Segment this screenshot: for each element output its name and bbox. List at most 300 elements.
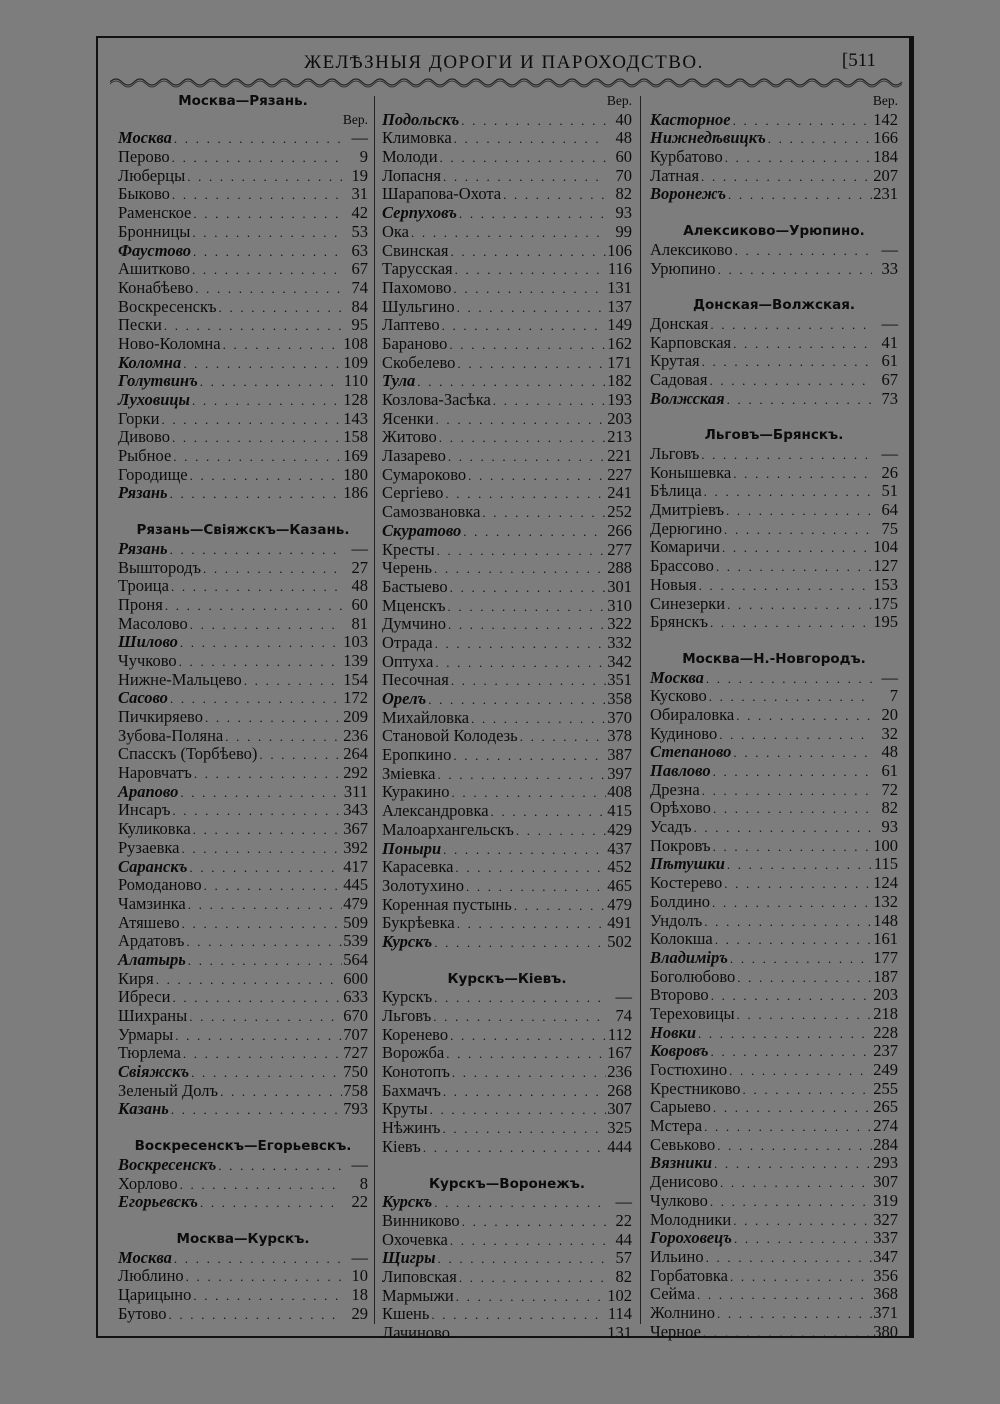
section-gap xyxy=(118,1119,368,1137)
wavy-rule xyxy=(110,76,905,88)
dot-leader xyxy=(189,1064,342,1083)
dot-leader xyxy=(186,952,342,971)
station-distance: 64 xyxy=(881,500,898,520)
dot-leader xyxy=(711,763,872,782)
station-name: Мармыжи xyxy=(382,1285,454,1305)
dot-leader xyxy=(441,841,606,860)
station-row xyxy=(650,1173,898,1192)
station-row xyxy=(650,501,898,520)
station-name: Курбатово xyxy=(650,147,723,167)
dot-leader xyxy=(218,1083,342,1102)
station-row xyxy=(650,315,898,334)
station-row xyxy=(382,148,632,167)
station-name: Коренная пустынь xyxy=(382,894,512,914)
dot-leader xyxy=(191,821,342,840)
section-title: Москва—Н.-Новгородъ. xyxy=(682,650,866,667)
station-row xyxy=(382,129,632,148)
station-row xyxy=(382,185,632,204)
station-name: Горки xyxy=(118,408,160,428)
station-distance: 7 xyxy=(889,686,898,706)
station-distance: 633 xyxy=(343,987,368,1007)
dot-leader xyxy=(172,1250,342,1269)
station-distance: 347 xyxy=(873,1246,898,1266)
dot-leader xyxy=(453,859,606,878)
dot-leader xyxy=(181,1045,342,1064)
dot-leader xyxy=(179,840,342,859)
station-name: Шихраны xyxy=(118,1006,188,1025)
dot-leader xyxy=(437,429,606,448)
station-row xyxy=(118,167,368,186)
station-distance: 33 xyxy=(881,258,898,278)
station-row xyxy=(650,725,898,744)
station-distance: 72 xyxy=(881,779,898,799)
dot-leader xyxy=(444,1045,606,1064)
dot-leader xyxy=(466,467,606,486)
station-name: Москва xyxy=(118,1247,172,1267)
station-row xyxy=(650,874,898,893)
station-name: Наровчатъ xyxy=(118,763,192,783)
station-distance: 100 xyxy=(873,835,898,855)
station-name: Еропкино xyxy=(382,745,452,765)
station-name: Льговъ xyxy=(650,444,700,463)
station-row xyxy=(118,801,368,820)
station-name: Саранскъ xyxy=(118,856,188,876)
dot-leader xyxy=(198,373,342,392)
dot-leader xyxy=(203,709,342,728)
station-row xyxy=(118,1044,368,1063)
station-name: Гостюхино xyxy=(650,1060,728,1079)
station-name: Молодники xyxy=(650,1209,732,1229)
dot-leader xyxy=(731,335,872,354)
station-name: Круты xyxy=(382,1099,428,1119)
dot-leader xyxy=(459,112,606,131)
station-distance: 22 xyxy=(351,1192,368,1212)
station-distance: 95 xyxy=(351,315,368,335)
station-distance: 301 xyxy=(607,576,632,596)
station-name: Городище xyxy=(118,464,188,484)
station-name: Дивово xyxy=(118,427,170,447)
station-row xyxy=(382,1249,632,1268)
station-row xyxy=(650,241,898,260)
station-row xyxy=(382,1119,632,1138)
station-name: Бахмачъ xyxy=(382,1080,441,1100)
station-distance: 153 xyxy=(873,574,898,594)
station-name: Орелъ xyxy=(382,689,427,708)
station-row xyxy=(118,335,368,354)
dot-leader xyxy=(735,969,872,988)
station-name: Фаустово xyxy=(118,240,191,260)
station-row xyxy=(118,1082,368,1101)
station-name: Выштородъ xyxy=(118,557,201,577)
station-row xyxy=(118,466,368,485)
section-title: Рязань—Свіяжскъ—Казань. xyxy=(136,522,350,539)
station-distance: 310 xyxy=(607,595,632,615)
station-row xyxy=(382,933,632,952)
station-name: Золотухино xyxy=(382,875,464,895)
dot-leader xyxy=(432,934,606,953)
dot-leader xyxy=(455,915,606,934)
dot-leader xyxy=(168,541,342,560)
station-distance: 169 xyxy=(343,446,368,466)
station-row xyxy=(118,1007,368,1026)
dot-leader xyxy=(170,802,342,821)
station-distance: 241 xyxy=(607,483,632,503)
station-name: Брассово xyxy=(650,556,714,576)
station-name: Рыбное xyxy=(118,446,172,466)
station-distance: 479 xyxy=(343,893,368,913)
station-name: Дрезна xyxy=(650,779,700,799)
station-distance: 166 xyxy=(873,128,898,148)
station-distance: 465 xyxy=(607,875,632,895)
dot-leader xyxy=(188,616,342,635)
station-distance: 139 xyxy=(343,650,368,670)
dot-leader xyxy=(716,261,872,280)
dot-leader xyxy=(201,560,342,579)
dot-leader xyxy=(715,1305,872,1324)
station-name: Второво xyxy=(650,985,709,1005)
station-row xyxy=(118,447,368,466)
dot-leader xyxy=(697,577,872,596)
station-distance: 707 xyxy=(343,1024,368,1044)
station-distance: 236 xyxy=(343,725,368,745)
dot-leader xyxy=(717,726,872,745)
station-name: Сасово xyxy=(118,688,168,708)
station-distance: — xyxy=(881,444,898,463)
station-name: Павлово xyxy=(650,761,711,780)
station-name: Климовка xyxy=(382,128,452,148)
station-name: Тюрлема xyxy=(118,1043,181,1063)
dot-leader xyxy=(435,542,606,561)
station-name: Крутая xyxy=(650,351,700,371)
station-distance: — xyxy=(351,128,368,148)
station-name: Змiевка xyxy=(382,763,436,783)
station-row xyxy=(382,653,632,672)
section-title: Льговъ—Брянскъ. xyxy=(704,427,844,444)
dot-leader xyxy=(720,539,872,558)
station-distance: 193 xyxy=(607,390,632,409)
station-distance: 227 xyxy=(607,464,632,484)
dot-leader xyxy=(185,168,342,187)
station-row xyxy=(118,1063,368,1082)
station-distance: 264 xyxy=(343,744,368,764)
station-name: Дмитріевъ xyxy=(650,500,725,520)
station-name: Горбатовка xyxy=(650,1265,729,1285)
dot-leader xyxy=(190,224,342,243)
dot-leader xyxy=(432,989,606,1008)
column-3 xyxy=(650,92,898,1341)
dot-leader xyxy=(170,186,342,205)
station-distance: 444 xyxy=(607,1136,632,1156)
station-name: Малоархангельскъ xyxy=(382,819,514,839)
station-name: Голутвинъ xyxy=(118,371,198,391)
dot-leader xyxy=(436,766,607,785)
station-distance: 292 xyxy=(343,763,368,783)
station-name: Лазарево xyxy=(382,446,446,466)
station-row xyxy=(118,1267,368,1286)
station-name: Алатырь xyxy=(118,949,186,969)
station-name: Охочевка xyxy=(382,1229,448,1249)
station-name: Шарапова-Охота xyxy=(382,184,502,204)
station-name: Конабѣево xyxy=(118,277,194,297)
station-row xyxy=(650,520,898,539)
station-name: Лопасня xyxy=(382,165,441,185)
dot-leader xyxy=(711,838,872,857)
station-distance: 103 xyxy=(343,632,368,652)
station-row xyxy=(650,893,898,912)
station-distance: 203 xyxy=(873,985,898,1005)
station-distance: 82 xyxy=(615,1266,632,1286)
dot-leader xyxy=(450,1325,606,1344)
station-name: Донская xyxy=(650,313,709,333)
dot-leader xyxy=(242,672,342,691)
section-gap xyxy=(650,408,898,426)
station-name: Кусково xyxy=(650,686,707,706)
dot-leader xyxy=(191,243,342,262)
station-name: Чамзинка xyxy=(118,893,186,913)
dot-leader xyxy=(512,897,606,916)
dot-leader xyxy=(409,224,606,243)
station-row xyxy=(118,260,368,279)
dot-leader xyxy=(431,1008,606,1027)
dot-leader xyxy=(731,1212,872,1231)
dot-leader xyxy=(421,1139,606,1158)
dot-leader xyxy=(461,523,606,542)
dot-leader xyxy=(464,878,606,897)
station-row xyxy=(382,167,632,186)
station-distance: 368 xyxy=(873,1284,898,1304)
station-distance: 311 xyxy=(343,781,368,801)
station-row xyxy=(382,727,632,746)
station-row xyxy=(650,762,898,781)
station-name: Вязники xyxy=(650,1153,713,1173)
station-distance: 177 xyxy=(873,947,898,967)
station-row xyxy=(382,597,632,616)
dot-leader xyxy=(448,1027,606,1046)
station-distance: 322 xyxy=(607,614,632,634)
dot-leader xyxy=(708,316,872,335)
station-name: Ковровъ xyxy=(650,1041,709,1061)
station-distance: 81 xyxy=(351,613,368,633)
station-distance: 137 xyxy=(607,296,632,316)
station-name: Казань xyxy=(118,1099,169,1119)
dot-leader xyxy=(480,504,606,523)
station-row xyxy=(650,1098,898,1117)
station-name: Перово xyxy=(118,147,170,167)
station-distance: — xyxy=(351,1247,368,1267)
station-row xyxy=(118,559,368,578)
station-name: Козлова-Засѣка xyxy=(382,390,491,409)
section-gap xyxy=(118,503,368,521)
dot-leader xyxy=(699,446,872,465)
section-title: Москва—Курскъ. xyxy=(176,1230,310,1247)
station-name: Сергіево xyxy=(382,483,444,503)
dot-leader xyxy=(448,1232,606,1251)
station-distance: 60 xyxy=(615,147,632,167)
section-title: Москва—Рязань. xyxy=(178,93,308,109)
station-distance: 327 xyxy=(873,1209,898,1229)
dot-leader xyxy=(217,299,342,318)
station-name: Арапово xyxy=(118,781,179,801)
station-name: Скуратово xyxy=(382,520,462,540)
station-row xyxy=(650,129,898,148)
station-name: Сумароково xyxy=(382,464,467,484)
station-row xyxy=(650,1042,898,1061)
station-distance: 60 xyxy=(351,594,368,614)
station-row xyxy=(650,949,898,968)
station-distance: 228 xyxy=(873,1022,898,1042)
station-row xyxy=(118,1286,368,1305)
dot-leader xyxy=(190,392,342,411)
station-name: Болдино xyxy=(650,891,711,911)
station-name: Скобелево xyxy=(382,352,456,372)
station-name: Куликовка xyxy=(118,819,191,839)
dot-leader xyxy=(428,1101,606,1120)
station-distance: 293 xyxy=(873,1153,898,1173)
station-row xyxy=(650,781,898,800)
station-row xyxy=(382,279,632,298)
station-distance: — xyxy=(351,1154,368,1174)
station-distance: 182 xyxy=(607,371,632,391)
station-distance: 231 xyxy=(873,184,898,204)
station-row xyxy=(382,242,632,261)
station-distance: 93 xyxy=(881,817,898,837)
dot-leader xyxy=(159,411,342,430)
dot-leader xyxy=(453,261,606,280)
station-name: Воскресенскъ xyxy=(118,296,217,316)
station-row xyxy=(382,840,632,859)
station-row xyxy=(118,577,368,596)
station-row xyxy=(118,1193,368,1212)
station-name: Куракино xyxy=(382,782,450,802)
station-distance: 131 xyxy=(607,277,632,297)
station-row xyxy=(382,522,632,541)
station-distance: 93 xyxy=(615,203,632,223)
station-name: Рязань xyxy=(118,483,168,503)
station-distance: 408 xyxy=(607,782,632,802)
station-distance: 479 xyxy=(607,894,632,914)
station-name: Колокша xyxy=(650,929,713,949)
station-row xyxy=(382,503,632,522)
station-name: Льговъ xyxy=(382,1006,432,1025)
station-row xyxy=(382,316,632,335)
station-name: Лачиново xyxy=(382,1323,450,1342)
dot-leader xyxy=(432,560,606,579)
station-row xyxy=(382,391,632,410)
station-distance: 29 xyxy=(351,1303,368,1323)
station-name: Тереховицы xyxy=(650,1003,735,1023)
station-distance: 154 xyxy=(343,669,368,689)
dot-leader xyxy=(446,616,606,635)
station-name: Ундолъ xyxy=(650,910,703,930)
dot-leader xyxy=(700,353,872,372)
station-row xyxy=(382,204,632,223)
dot-leader xyxy=(708,1193,872,1212)
station-name: Воскресенскъ xyxy=(118,1154,217,1174)
dot-leader xyxy=(695,1286,872,1305)
section-title: Алексиково—Урюпино. xyxy=(683,223,865,240)
dot-leader xyxy=(708,614,872,633)
station-name: Свіяжскъ xyxy=(118,1062,190,1082)
page-number: [511 xyxy=(841,50,876,71)
station-distance: 187 xyxy=(873,966,898,986)
dot-leader xyxy=(440,317,606,336)
station-name: Егорьевскъ xyxy=(118,1192,198,1212)
station-row xyxy=(118,372,368,391)
station-row xyxy=(382,1100,632,1119)
station-row xyxy=(382,690,632,709)
station-distance: 42 xyxy=(351,203,368,223)
station-distance: 758 xyxy=(343,1080,368,1100)
station-name: Чулково xyxy=(650,1190,708,1210)
station-name: Проня xyxy=(118,594,163,614)
station-name: Масолово xyxy=(118,613,188,633)
station-distance: 18 xyxy=(351,1284,368,1304)
dot-leader xyxy=(733,242,872,261)
dot-leader xyxy=(429,1306,606,1325)
station-name: Липовская xyxy=(382,1266,457,1286)
station-row xyxy=(650,799,898,818)
dot-leader xyxy=(170,149,342,168)
dot-leader xyxy=(454,1288,606,1307)
station-distance: 75 xyxy=(881,518,898,538)
dot-leader xyxy=(447,336,606,355)
dot-leader xyxy=(714,558,872,577)
dot-leader xyxy=(700,782,872,801)
station-name: Поныри xyxy=(382,838,442,858)
station-distance: 106 xyxy=(607,240,632,260)
section-gap xyxy=(382,1157,632,1175)
station-row xyxy=(650,706,898,725)
station-distance: 367 xyxy=(343,819,368,839)
station-distance: 128 xyxy=(343,390,368,409)
dot-leader xyxy=(457,1269,606,1288)
station-distance: 207 xyxy=(873,165,898,185)
station-name: Пичкиряево xyxy=(118,707,203,726)
station-distance: 161 xyxy=(873,929,898,949)
section-title: Курскъ—Воронежъ. xyxy=(428,1175,585,1192)
dot-leader xyxy=(440,1120,606,1139)
column-2 xyxy=(382,92,632,1343)
dot-leader xyxy=(181,355,342,374)
station-name: Новыя xyxy=(650,574,697,594)
station-name: Синезерки xyxy=(650,593,726,613)
station-distance: 102 xyxy=(607,1285,632,1305)
station-row xyxy=(118,484,368,503)
dot-leader xyxy=(728,1268,872,1287)
dot-leader xyxy=(436,1250,606,1269)
station-name: Отрада xyxy=(382,632,433,652)
station-distance: 27 xyxy=(351,557,368,577)
station-row xyxy=(118,745,368,764)
station-row xyxy=(118,820,368,839)
station-name: Шилово xyxy=(118,632,178,652)
station-name: Карповская xyxy=(650,332,732,352)
dot-leader xyxy=(450,1064,606,1083)
station-row xyxy=(382,858,632,877)
dot-leader xyxy=(191,1287,342,1306)
station-row xyxy=(650,371,898,390)
dot-leader xyxy=(731,744,872,763)
dot-leader xyxy=(460,1213,606,1232)
dot-leader xyxy=(722,875,872,894)
station-distance: 127 xyxy=(873,556,898,576)
station-row xyxy=(650,482,898,501)
station-distance: 67 xyxy=(881,369,898,389)
station-row xyxy=(650,464,898,483)
station-row xyxy=(382,372,632,391)
station-name: Быково xyxy=(118,184,170,204)
station-row xyxy=(650,855,898,874)
